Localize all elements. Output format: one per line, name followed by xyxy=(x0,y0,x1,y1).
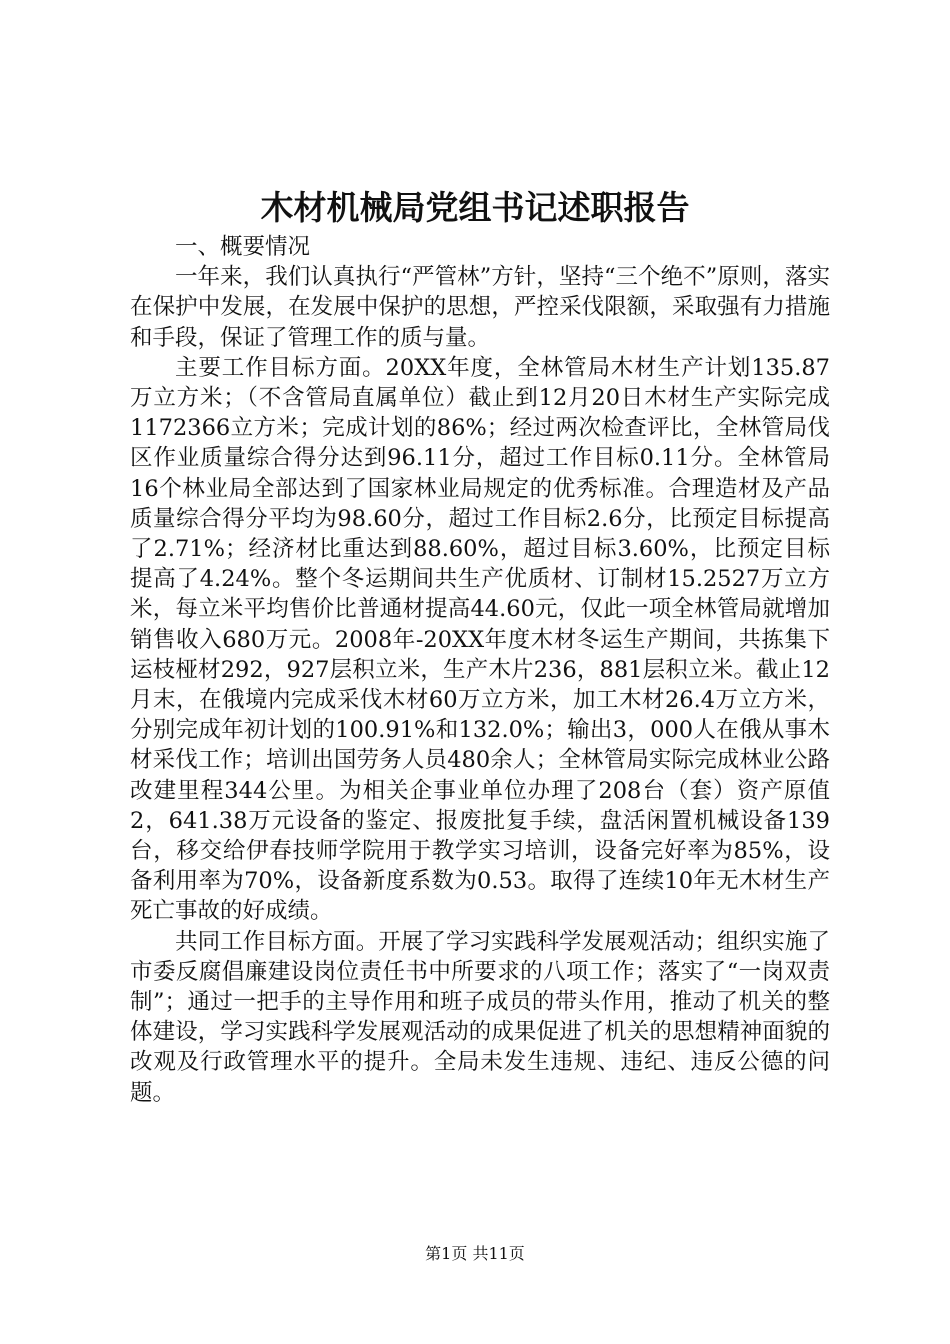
page-footer: 第1页 共11页 xyxy=(425,1244,525,1263)
paragraph-common-targets: 共同工作目标方面。开展了学习实践科学发展观活动；组织实施了市委反腐倡廉建设岗位责任书中所要求的八项工作；落实了“一岗双责制”；通过一把手的主导作用和班子成员的带头作用，推动了机关的整体建设，学习实践科学发展观活动的成果促进了机关的思想精神面貌的改观及行政管理水平的提升。全局未发生违规、违纪、违反公德的问题。 xyxy=(130,928,830,1106)
document-body xyxy=(130,232,830,1108)
paragraph-overview: 一年来，我们认真执行“严管林”方针，坚持“三个绝不”原则，落实在保护中发展，在发展中保护的思想，严控采伐限额，采取强有力措施和手段，保证了管理工作的质与量。 xyxy=(130,264,830,351)
paragraph-main-targets: 主要工作目标方面。20XX年度，全林管局木材生产计划135.87万立方米；（不含管局直属单位）截止到12月20日木材生产实际完成1172366立方米；完成计划的86%；经过两次检查评比，全林管局伐区作业质量综合得分达到96.11分，超过工作目标0.11分。全林管局16个林业局全部达到了国家林业局规定的优秀标准。合理造材及产品质量综合得分平均为98.60分，超过工作目标2.6分，比预定目标提高了2.71%；经济材比重达到88.60%，超过目标3.60%，比预定目标提高了4.24%。整个冬运期间共生产优质材、订制材15.2527万立方米，每立米平均售价比普通材提高44.60元，仅此一项全林管局就增加销售收入680万元。2008年-20XX年度木材冬运生产期间，共拣集下运枝桠材292，927层积立米，生产木片236，881层积立米。截止12月末，在俄境内完成采伐木材60万立方米，加工木材26.4万立方米，分别完成年初计划的100.91%和132.0%；输出3，000人在俄从事木材采伐工作；培训出国劳务人员480余人；全林管局实际完成林业公路改建里程344公里。为相关企事业单位办理了208台（套）资产原值2，641.38万元设备的鉴定、报废批复手续，盘活闲置机械设备139台，移交给伊春技师学院用于教学实习培训，设备完好率为85%，设备利用率为70%，设备新度系数为0.53。取得了连续10年无木材生产死亡事故的好成绩。 xyxy=(130,354,830,925)
section-heading: 一、概要情况 xyxy=(175,234,311,260)
document-title: 木材机械局党组书记述职报告 xyxy=(260,188,690,227)
